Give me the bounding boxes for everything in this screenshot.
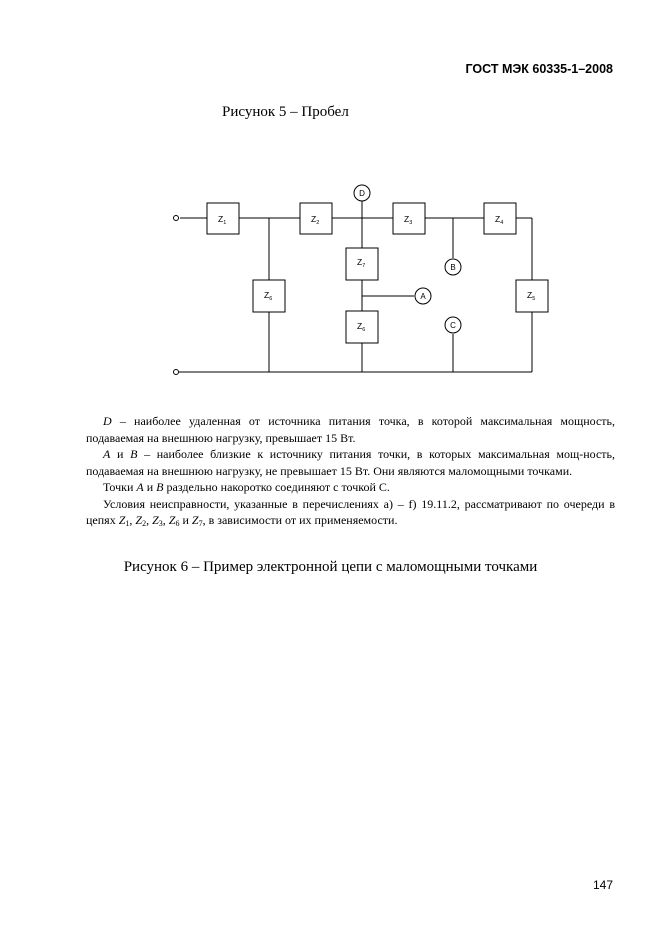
impedance-z5-label: $Z_5$ — [527, 290, 536, 302]
figure-6-caption: Рисунок 6 – Пример электронной цепи с маломощными точками — [123, 559, 538, 575]
impedance-z3-label: $Z_3$ — [404, 214, 413, 226]
document-header: ГОСТ МЭК 60335-1–2008 — [465, 62, 613, 76]
point-b-label: B — [450, 263, 456, 272]
point-d-label: D — [359, 189, 365, 198]
impedance-z1-label: $Z_1$ — [218, 214, 227, 226]
impedance-z7-label: $Z_7$ — [357, 257, 366, 269]
point-a-label: A — [420, 292, 426, 301]
legend-paragraph-fault-conditions: Условия неисправности, указанные в перечислениях а) – f) 19.11.2, рассматривают по очереди в цепях $Z_1$, $Z_2$, $Z_3$, $Z_6$ и $Z_7$, в зависимости от их применяемости. — [86, 496, 615, 528]
impedance-z8-label: $Z_6$ — [357, 321, 366, 333]
figure-legend-text — [86, 413, 615, 529]
circuit-diagram — [0, 0, 661, 400]
point-c-label: C — [450, 321, 456, 330]
impedance-z6-label: $Z_6$ — [264, 290, 273, 302]
legend-paragraph-d: D – наиболее удаленная от источника питания точка, в которой максимальная мощность, подаваемая на внешнюю нагрузку, превышает 15 Вт. — [86, 414, 615, 445]
page-number: 147 — [592, 878, 613, 892]
impedance-z2-label: $Z_2$ — [311, 214, 320, 226]
legend-paragraph-a-b: A и B – наиболее близкие к источнику питания точки, в которых максимальная мощ-ность, подаваемая на внешнюю нагрузку, не превышает 15 Вт. Они являются маломощными точками. — [86, 447, 616, 478]
legend-paragraph-short: Точки A и B раздельно накоротко соединяют с точкой С. — [103, 480, 390, 494]
terminal-bottom — [174, 370, 179, 375]
figure-5-caption: Рисунок 5 – Пробел — [222, 104, 349, 120]
impedance-z4-label: $Z_4$ — [495, 214, 504, 226]
terminal-top — [174, 216, 179, 221]
